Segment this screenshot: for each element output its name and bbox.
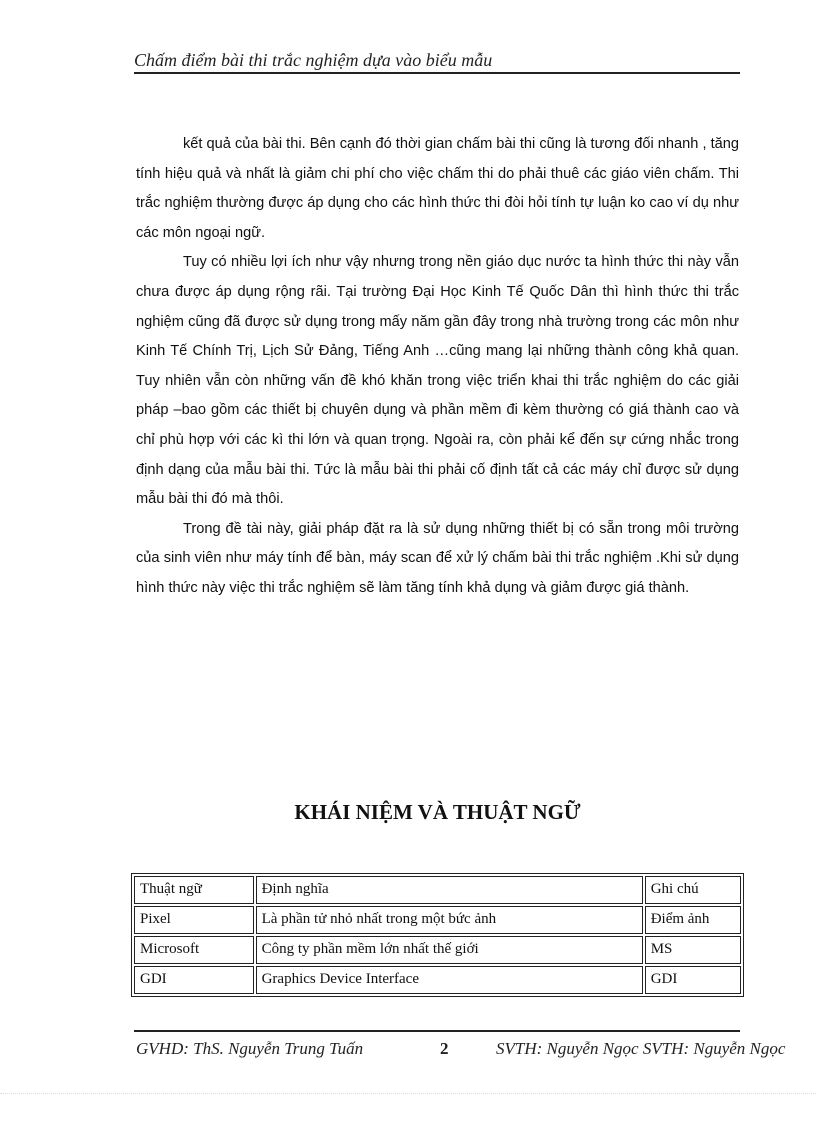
header-cell: Định nghĩa <box>256 876 643 904</box>
page-header <box>134 48 740 74</box>
page-bottom-edge <box>0 1093 816 1094</box>
header-title: Chấm điểm bài thi trắc nghiệm dựa vào biểu mẫu <box>134 50 493 70</box>
section-title: KHÁI NIỆM VÀ THUẬT NGỮ <box>294 800 581 824</box>
table-cell: Microsoft <box>134 936 254 964</box>
table-cell: Điểm ảnh <box>645 906 741 934</box>
footer-advisor: GVHD: ThS. Nguyễn Trung Tuấn <box>136 1039 364 1058</box>
header-cell: Thuật ngữ <box>134 876 254 904</box>
table-row <box>134 966 741 994</box>
header-cell: Ghi chú <box>645 876 741 904</box>
paragraph: Tuy có nhiều lợi ích như vậy nhưng trong nền giáo dục nước ta hình thức thi này vẫn chưa được áp dụng rộng rãi. Tại trường Đại Học Kinh Tế Quốc Dân thì hình thức thi trắc nghiệm cũng đã được sử dụng trong mấy năm gần đây trong nhà trường trong các môn như Kinh Tế Chính Trị, Lịch Sử Đảng, Tiếng Anh …cũng mang lại những thành công khả quan. Tuy nhiên vẫn còn những vấn đề khó khăn trong việc triển khai thi trắc nghiệm do các giải pháp –bao gồm các thiết bị chuyên dụng và phần mềm đi kèm thường có giá thành cao và chỉ phù hợp với các kì thi lớn và quan trọng. Ngoài ra, còn phải kể đến sự cứng nhắc trong định dạng của mẫu bài thi. Tức là mẫu bài thi phải cố định tất cả các máy chỉ được sử dụng mẫu bài thi đó mà thôi. <box>136 254 739 508</box>
page-number: 2 <box>440 1039 449 1058</box>
table-cell: MS <box>645 936 741 964</box>
table-row <box>134 906 741 934</box>
footer-divider <box>134 1030 740 1032</box>
table-cell: Công ty phần mềm lớn nhất thế giới <box>256 936 643 964</box>
table-row <box>134 936 741 964</box>
table-cell: Graphics Device Interface <box>256 966 643 994</box>
paragraph: kết quả của bài thi. Bên cạnh đó thời gian chấm bài thi cũng là tương đối nhanh , tăng tính hiệu quả và nhất là giảm chi phí cho việc chấm thi do phải thuê các giáo viên chấm. Thi trắc nghiệm thường được áp dụng cho các hình thức thi đòi hỏi tính tự luận ko cao ví dụ như các môn ngoại ngữ. <box>136 136 739 241</box>
paragraph: Trong đề tài này, giải pháp đặt ra là sử dụng những thiết bị có sẵn trong môi trường của sinh viên như máy tính để bàn, máy scan để xử lý chấm bài thi trắc nghiệm .Khi sử dụng hình thức này việc thi trắc nghiệm sẽ làm tăng tính khả dụng và giảm được giá thành. <box>136 520 739 596</box>
table-cell: GDI <box>645 966 741 994</box>
body-text <box>136 130 739 604</box>
table-cell: Pixel <box>134 906 254 934</box>
footer-student: SVTH: Nguyễn Ngọc SVTH: Nguyễn Ngọc <box>496 1039 786 1058</box>
table-cell: Là phần tử nhỏ nhất trong một bức ảnh <box>256 906 643 934</box>
table-header-row <box>134 876 741 904</box>
table-cell: GDI <box>134 966 254 994</box>
terms-table <box>131 873 744 997</box>
